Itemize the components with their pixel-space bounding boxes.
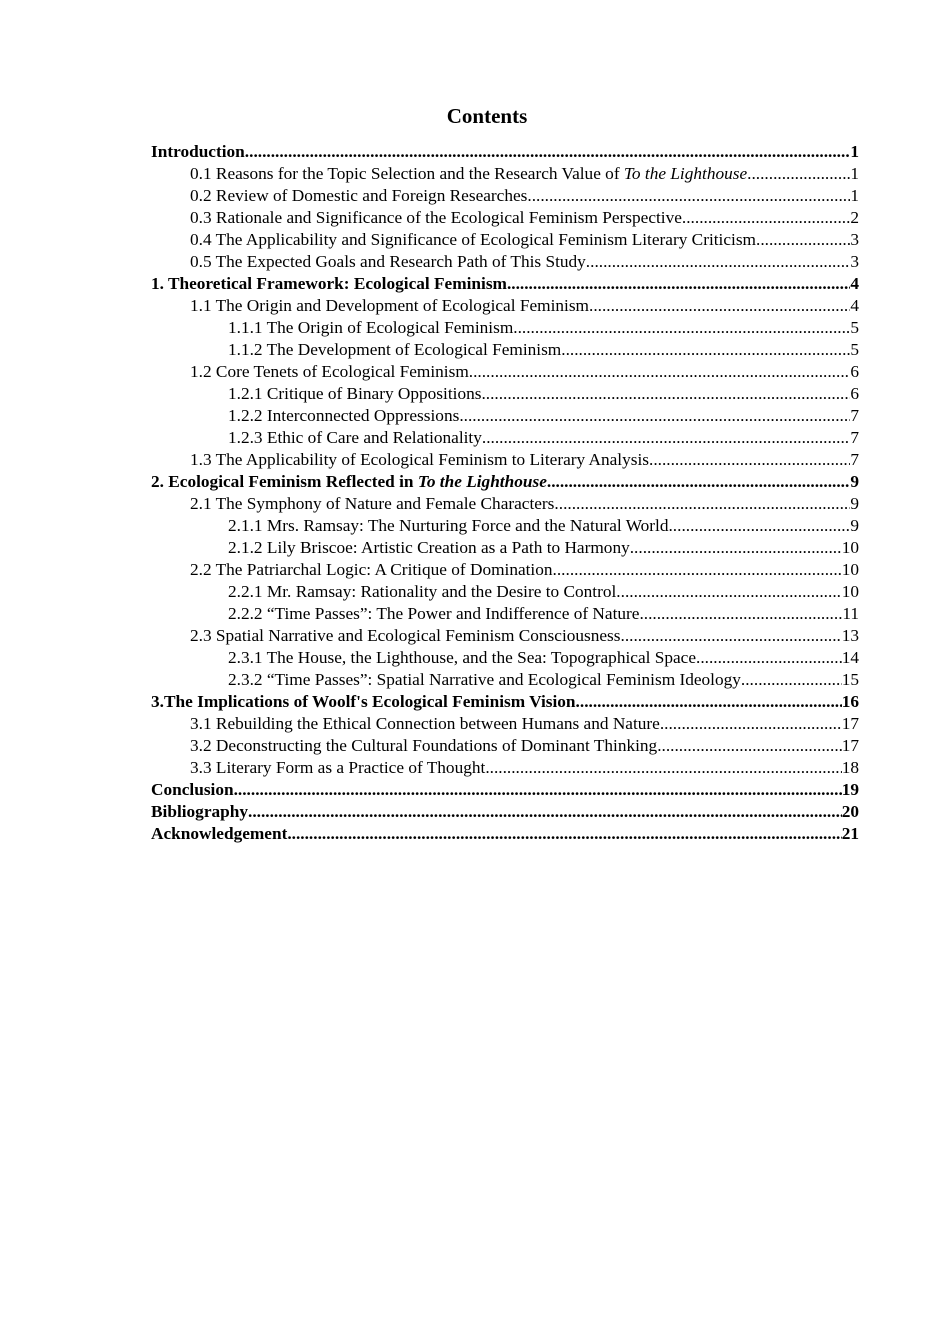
toc-page-number: 1 <box>850 142 859 161</box>
toc-entry[interactable] <box>151 647 859 669</box>
toc-entry-title: 2.2 The Patriarchal Logic: A Critique of Domination <box>190 560 553 579</box>
toc-entry[interactable] <box>151 669 859 691</box>
dot-leader <box>741 669 842 691</box>
toc-entry-title: 3.2 Deconstructing the Cultural Foundations of Dominant Thinking <box>190 736 658 755</box>
toc-entry[interactable] <box>151 559 859 581</box>
toc-entry[interactable] <box>151 405 859 427</box>
toc-page-number: 7 <box>850 406 859 425</box>
toc-entry-title: Introduction <box>151 142 245 161</box>
toc-page-number: 9 <box>850 494 859 513</box>
dot-leader <box>507 273 850 295</box>
table-of-contents <box>151 141 859 845</box>
toc-page-number: 9 <box>850 472 859 491</box>
toc-entry[interactable] <box>151 713 859 735</box>
toc-entry[interactable] <box>151 383 859 405</box>
toc-entry[interactable] <box>151 163 859 185</box>
toc-page-number: 11 <box>842 604 859 623</box>
dot-leader <box>287 823 841 845</box>
toc-entry-title: 2.2.1 Mr. Ramsay: Rationality and the Desire to Control <box>228 582 617 601</box>
toc-entry-italic-title: To the Lighthouse <box>623 164 748 183</box>
toc-entry[interactable] <box>151 361 859 383</box>
toc-entry[interactable] <box>151 581 859 603</box>
toc-entry[interactable] <box>151 625 859 647</box>
toc-entry[interactable] <box>151 185 859 207</box>
toc-page-number: 19 <box>841 780 859 799</box>
toc-entry-title: 2.1.1 Mrs. Ramsay: The Nurturing Force and the Natural World <box>228 516 669 535</box>
toc-page-number: 6 <box>850 384 859 403</box>
toc-page-number: 17 <box>841 736 859 755</box>
dot-leader <box>547 471 850 493</box>
dot-leader <box>649 449 850 471</box>
toc-entry-title: 0.1 Reasons for the Topic Selection and the Research Value of To the Lighthouse <box>190 164 748 183</box>
toc-entry[interactable] <box>151 515 859 537</box>
toc-entry[interactable] <box>151 141 859 163</box>
toc-page-number: 18 <box>841 758 859 777</box>
toc-entry-title: 1.1 The Origin and Development of Ecological Feminism <box>190 296 589 315</box>
toc-page-number: 17 <box>841 714 859 733</box>
dot-leader <box>527 185 850 207</box>
toc-page-number: 5 <box>850 318 859 337</box>
toc-entry-title: 1.1.1 The Origin of Ecological Feminism <box>228 318 514 337</box>
toc-entry-title: Conclusion <box>151 780 234 799</box>
toc-entry[interactable] <box>151 691 859 713</box>
dot-leader <box>459 405 850 427</box>
toc-page-number: 20 <box>841 802 859 821</box>
toc-page-number: 13 <box>841 626 859 645</box>
toc-entry-italic-title: To the Lighthouse <box>417 472 547 491</box>
dot-leader <box>245 141 851 163</box>
toc-page-number: 1 <box>850 164 859 183</box>
toc-page-number: 9 <box>850 516 859 535</box>
toc-entry[interactable] <box>151 801 859 823</box>
toc-entry-title: 2.3 Spatial Narrative and Ecological Feminism Consciousness <box>190 626 621 645</box>
dot-leader <box>553 559 842 581</box>
toc-entry-title: 2.3.2 “Time Passes”: Spatial Narrative and Ecological Feminism Ideology <box>228 670 741 689</box>
dot-leader <box>660 713 842 735</box>
dot-leader <box>561 339 850 361</box>
toc-entry-title: 3.3 Literary Form as a Practice of Thought <box>190 758 486 777</box>
page-title: Contents <box>446 104 528 128</box>
toc-entry[interactable] <box>151 427 859 449</box>
dot-leader <box>747 163 850 185</box>
toc-page-number: 21 <box>841 824 859 843</box>
toc-page-number: 4 <box>850 296 859 315</box>
dot-leader <box>696 647 842 669</box>
toc-entry-title: 2.1.2 Lily Briscoe: Artistic Creation as a Path to Harmony <box>228 538 630 557</box>
toc-entry[interactable] <box>151 735 859 757</box>
toc-entry[interactable] <box>151 537 859 559</box>
dot-leader <box>248 801 842 823</box>
toc-page-number: 5 <box>850 340 859 359</box>
toc-page-number: 15 <box>841 670 859 689</box>
toc-entry[interactable] <box>151 339 859 361</box>
dot-leader <box>657 735 842 757</box>
dot-leader <box>513 317 850 339</box>
toc-entry-title: 1.2.2 Interconnected Oppressions <box>228 406 460 425</box>
toc-entry-title: 1.3 The Applicability of Ecological Feminism to Literary Analysis <box>190 450 649 469</box>
dot-leader <box>668 515 850 537</box>
toc-page-number: 3 <box>850 230 859 249</box>
dot-leader <box>621 625 842 647</box>
dot-leader <box>576 691 842 713</box>
toc-entry-title: Bibliography <box>151 802 248 821</box>
dot-leader <box>586 251 851 273</box>
toc-entry[interactable] <box>151 251 859 273</box>
toc-entry[interactable] <box>151 603 859 625</box>
toc-entry[interactable] <box>151 493 859 515</box>
dot-leader <box>639 603 842 625</box>
toc-page-number: 7 <box>850 428 859 447</box>
dot-leader <box>469 361 851 383</box>
dot-leader <box>234 779 842 801</box>
toc-entry-title: 2.1 The Symphony of Nature and Female Characters <box>190 494 555 513</box>
toc-page-number: 1 <box>850 186 859 205</box>
toc-entry[interactable] <box>151 295 859 317</box>
toc-entry[interactable] <box>151 317 859 339</box>
dot-leader <box>630 537 842 559</box>
toc-page-number: 10 <box>841 582 859 601</box>
toc-entry[interactable] <box>151 273 859 295</box>
dot-leader <box>589 295 850 317</box>
dot-leader <box>756 229 850 251</box>
toc-entry[interactable] <box>151 757 859 779</box>
toc-entry-title: 3.1 Rebuilding the Ethical Connection between Humans and Nature <box>190 714 660 733</box>
dot-leader <box>482 427 850 449</box>
toc-entry[interactable] <box>151 229 859 251</box>
dot-leader <box>554 493 850 515</box>
toc-page-number: 2 <box>850 208 859 227</box>
dot-leader <box>616 581 841 603</box>
toc-entry-title: Acknowledgement <box>151 824 288 843</box>
dot-leader <box>485 757 841 779</box>
toc-entry-title: 2. Ecological Feminism Reflected in To the Lighthouse <box>151 472 547 491</box>
dot-leader <box>481 383 850 405</box>
toc-entry-title: 1.2.3 Ethic of Care and Relationality <box>228 428 482 447</box>
toc-page-number: 10 <box>841 560 859 579</box>
toc-page-number: 4 <box>850 274 859 293</box>
toc-page-number: 6 <box>850 362 859 381</box>
toc-entry-title: 0.5 The Expected Goals and Research Path of This Study <box>190 252 586 271</box>
toc-entry-title: 2.3.1 The House, the Lighthouse, and the Sea: Topographical Space <box>228 648 696 667</box>
toc-entry[interactable] <box>151 471 859 493</box>
toc-page-number: 10 <box>841 538 859 557</box>
toc-entry-title: 0.4 The Applicability and Significance of Ecological Feminism Literary Criticism <box>190 230 756 249</box>
dot-leader <box>682 207 850 229</box>
toc-page-number: 14 <box>841 648 859 667</box>
toc-entry-title: 3.The Implications of Woolf's Ecological Feminism Vision <box>151 692 576 711</box>
toc-entry[interactable] <box>151 823 859 845</box>
toc-entry-title: 1. Theoretical Framework: Ecological Feminism <box>151 274 507 293</box>
toc-entry-title: 1.2.1 Critique of Binary Oppositions <box>228 384 482 403</box>
toc-entry[interactable] <box>151 779 859 801</box>
toc-page-number: 7 <box>850 450 859 469</box>
toc-entry[interactable] <box>151 207 859 229</box>
toc-entry-title: 1.1.2 The Development of Ecological Feminism <box>228 340 562 359</box>
toc-entry-title: 1.2 Core Tenets of Ecological Feminism <box>190 362 469 381</box>
toc-page-number: 16 <box>841 692 859 711</box>
toc-entry[interactable] <box>151 449 859 471</box>
toc-page-number: 3 <box>850 252 859 271</box>
toc-entry-title: 0.3 Rationale and Significance of the Ecological Feminism Perspective <box>190 208 682 227</box>
toc-entry-title: 0.2 Review of Domestic and Foreign Researches <box>190 186 528 205</box>
toc-entry-title: 2.2.2 “Time Passes”: The Power and Indifference of Nature <box>228 604 640 623</box>
